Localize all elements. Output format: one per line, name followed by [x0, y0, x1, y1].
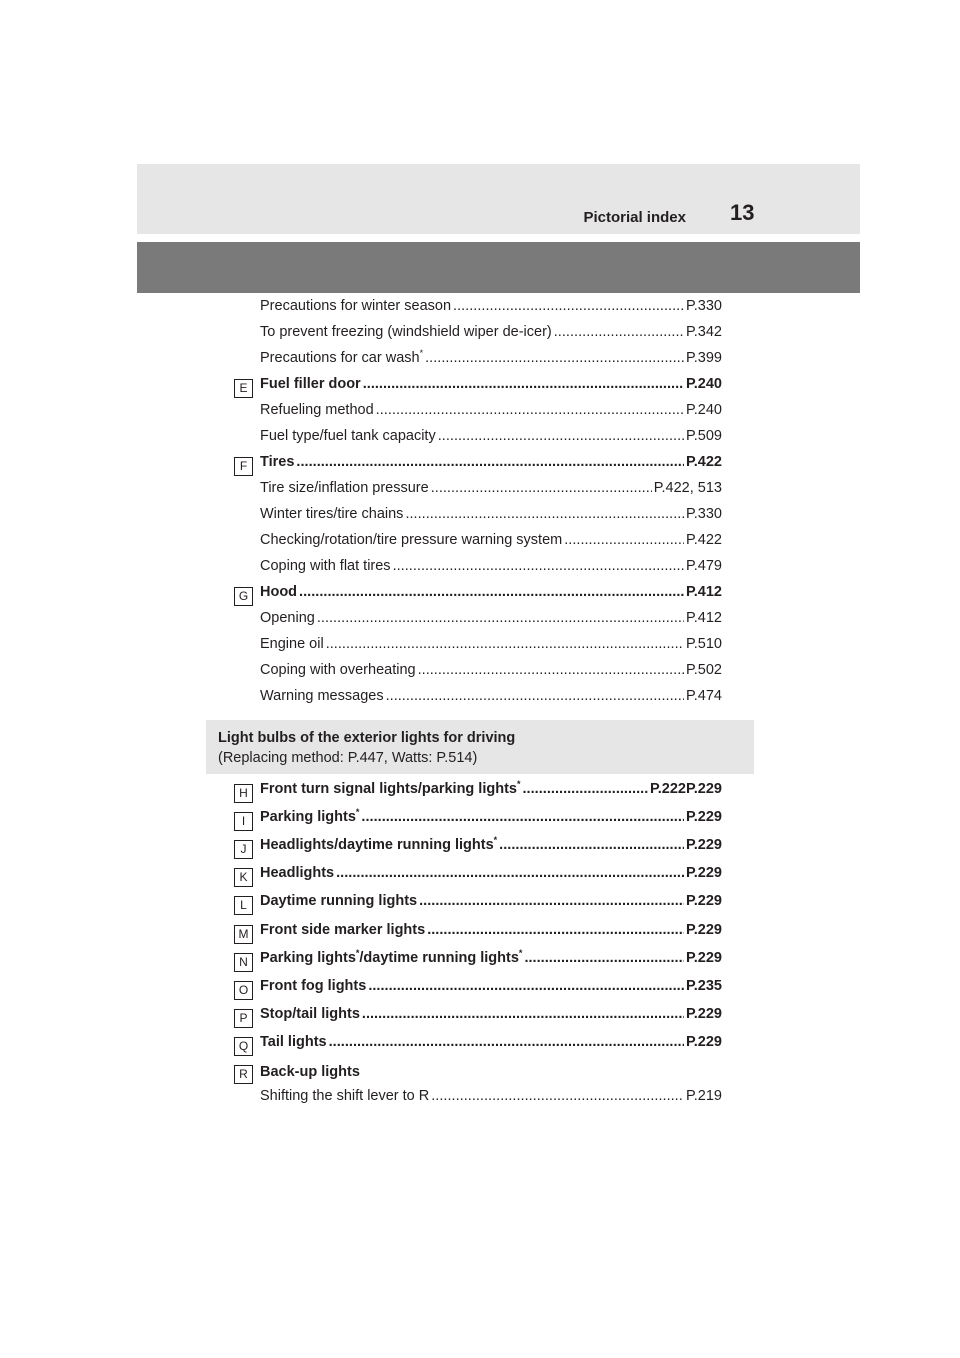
callout-letter: F [234, 457, 253, 476]
footnote-mark: * [355, 807, 360, 818]
entry-text: Hood [260, 584, 298, 600]
group-heading: Back-up lights [260, 1064, 360, 1080]
index-entry [260, 532, 722, 554]
dot-leader [368, 978, 684, 994]
light-entry [260, 865, 722, 887]
dot-leader [363, 376, 684, 392]
index-entry [260, 402, 722, 424]
callout-letter: E [234, 379, 253, 398]
entry-text: Warning messages [260, 688, 384, 704]
entry-text: Engine oil [260, 636, 324, 652]
entry-label [260, 865, 334, 881]
entry-label [260, 584, 297, 600]
page-ref: P.479 [685, 558, 722, 574]
entry-label [260, 978, 366, 994]
dot-leader [431, 480, 652, 496]
dot-leader [296, 454, 684, 470]
page-ref: P.422 [685, 454, 722, 470]
entry-text: Precautions for winter season [260, 298, 452, 314]
entry-label [260, 350, 423, 366]
entry-label [260, 688, 384, 704]
dot-leader [362, 1006, 684, 1022]
index-entry [260, 662, 722, 684]
light-entry [260, 950, 722, 972]
page-ref: P.229 [685, 837, 722, 853]
dot-leader [425, 350, 684, 366]
section-title: Pictorial index [583, 209, 686, 226]
dot-leader [431, 1088, 684, 1104]
dot-leader [499, 837, 684, 853]
entry-label: Shifting the shift lever to R [260, 1088, 430, 1104]
callout-letter: L [234, 896, 253, 915]
callout-subtitle: (Replacing method: P.447, Watts: P.514) [218, 750, 478, 766]
entry-label [260, 922, 425, 938]
dot-leader [564, 532, 684, 548]
page-ref: P.229 [685, 1006, 722, 1022]
index-entry [260, 324, 722, 346]
entry-label [260, 837, 497, 853]
entry-label [260, 324, 552, 340]
callout-letter: N [234, 953, 253, 972]
entry-text: Fuel type/fuel tank capacity [260, 428, 436, 444]
dot-leader [418, 662, 684, 678]
page-ref: P.235 [685, 978, 722, 994]
entry-text: Tire size/inflation pressure [260, 480, 429, 496]
callout-letter: H [234, 784, 253, 803]
callout-letter: M [234, 925, 253, 944]
entry-text: Daytime running lights [260, 893, 418, 909]
page-ref: P.229 [685, 922, 722, 938]
callout-letter: R [234, 1065, 253, 1084]
footnote-mark: * [516, 779, 521, 790]
entry-text: Parking lights [260, 950, 356, 966]
callout-letter: I [234, 812, 253, 831]
group-heading [260, 376, 722, 398]
entry-text: Headlights [260, 865, 335, 881]
callout-letter: O [234, 981, 253, 1000]
light-entry [260, 809, 722, 831]
index-entry [260, 298, 722, 320]
dot-leader [376, 402, 684, 418]
group-heading [260, 584, 722, 606]
entry-label [260, 781, 521, 797]
dot-leader [524, 950, 684, 966]
page-ref: P.412 [685, 584, 722, 600]
callout-title: Light bulbs of the exterior lights for driving [218, 730, 516, 746]
footnote-mark: * [355, 948, 360, 959]
page-ref: P.422, 513 [653, 480, 722, 496]
page-ref: P.240 [685, 402, 722, 418]
page-ref: P.330 [685, 298, 722, 314]
page-ref: P.509 [685, 428, 722, 444]
footnote-mark: * [493, 835, 498, 846]
entry-label [260, 376, 361, 392]
index-entry [260, 506, 722, 528]
index-entry [260, 480, 722, 502]
page-ref: P.474 [685, 688, 722, 704]
entry-text: Checking/rotation/tire pressure warning system [260, 532, 563, 548]
page-ref: P.422 [685, 532, 722, 548]
page-ref: P.342 [685, 324, 722, 340]
page-ref: P.219 [685, 1088, 722, 1104]
entry-text: Opening [260, 610, 315, 626]
entry-label [260, 636, 324, 652]
light-entry [260, 781, 722, 803]
entry-label [260, 506, 403, 522]
light-entry [260, 1034, 722, 1056]
light-entry [260, 978, 722, 1000]
page-ref: P.502 [685, 662, 722, 678]
index-entry [260, 688, 722, 710]
entry-text: To prevent freezing (windshield wiper de-icer) [260, 324, 552, 340]
index-entry [260, 350, 722, 372]
dot-leader [336, 865, 684, 881]
index-entry [260, 558, 722, 580]
entry-text: Front fog lights [260, 978, 367, 994]
page-ref: P.399 [685, 350, 722, 366]
footnote-mark: * [419, 348, 424, 359]
callout-letter: J [234, 840, 253, 859]
entry-text: Winter tires/tire chains [260, 506, 404, 522]
entry-text: Front turn signal lights/parking lights [260, 781, 517, 797]
entry-label [260, 1006, 360, 1022]
page-ref: P.229 [685, 950, 722, 966]
entry-text: Headlights/daytime running lights [260, 837, 494, 853]
dot-leader [317, 610, 684, 626]
page-ref: P.229 [685, 1034, 722, 1050]
light-entry [260, 922, 722, 944]
entry-label [260, 558, 391, 574]
dot-leader [427, 922, 684, 938]
entry-text: Precautions for car wash [260, 350, 420, 366]
page-ref: P.412 [685, 610, 722, 626]
index-entry [260, 636, 722, 658]
page-ref: P.510 [685, 636, 722, 652]
dot-leader [554, 324, 684, 340]
entry-text: Coping with overheating [260, 662, 416, 678]
entry-label [260, 428, 436, 444]
dot-leader [419, 893, 684, 909]
dot-leader [453, 298, 684, 314]
dot-leader [438, 428, 684, 444]
footnote-mark: * [518, 948, 523, 959]
entry-text: Coping with flat tires [260, 558, 391, 574]
dot-leader [329, 1034, 684, 1050]
entry-text: Tires [260, 454, 295, 470]
entry-text: Fuel filler door [260, 376, 361, 392]
group-heading [260, 454, 722, 476]
entry-label [260, 298, 451, 314]
page-ref: P.229 [685, 893, 722, 909]
entry-label [260, 893, 417, 909]
entry-text-cont: /daytime running lights [359, 950, 519, 966]
page-ref: P.229 [685, 809, 722, 825]
index-entry [260, 610, 722, 632]
page-ref: P.229 [685, 865, 722, 881]
page-ref: P.330 [685, 506, 722, 522]
page-ref: P.222P.229 [649, 781, 722, 797]
dot-leader [393, 558, 684, 574]
entry-text: Stop/tail lights [260, 1006, 360, 1022]
callout-letter: G [234, 587, 253, 606]
index-entry [260, 1088, 722, 1110]
entry-text: Front side marker lights [260, 922, 426, 938]
entry-label [260, 610, 315, 626]
entry-label [260, 950, 522, 966]
dot-leader [405, 506, 684, 522]
light-bulbs-callout [206, 720, 754, 774]
entry-label [260, 1034, 327, 1050]
entry-label [260, 402, 374, 418]
callout-letter: Q [234, 1037, 253, 1056]
page-number: 13 [730, 200, 755, 225]
entry-label [260, 532, 562, 548]
dot-leader [299, 584, 684, 600]
entry-text: Refueling method [260, 402, 374, 418]
entry-text: Tail lights [260, 1034, 327, 1050]
entry-label [260, 809, 359, 825]
light-entry [260, 893, 722, 915]
entry-label [260, 662, 416, 678]
entry-label [260, 454, 294, 470]
dot-leader [326, 636, 684, 652]
entry-text: Parking lights [260, 809, 356, 825]
dot-leader [523, 781, 648, 797]
header-bar [137, 242, 860, 293]
light-entry [260, 837, 722, 859]
dot-leader [386, 688, 684, 704]
entry-label [260, 480, 429, 496]
index-entry [260, 428, 722, 450]
dot-leader [361, 809, 684, 825]
callout-letter: K [234, 868, 253, 887]
page-ref: P.240 [685, 376, 722, 392]
light-entry [260, 1006, 722, 1028]
callout-letter: P [234, 1009, 253, 1028]
